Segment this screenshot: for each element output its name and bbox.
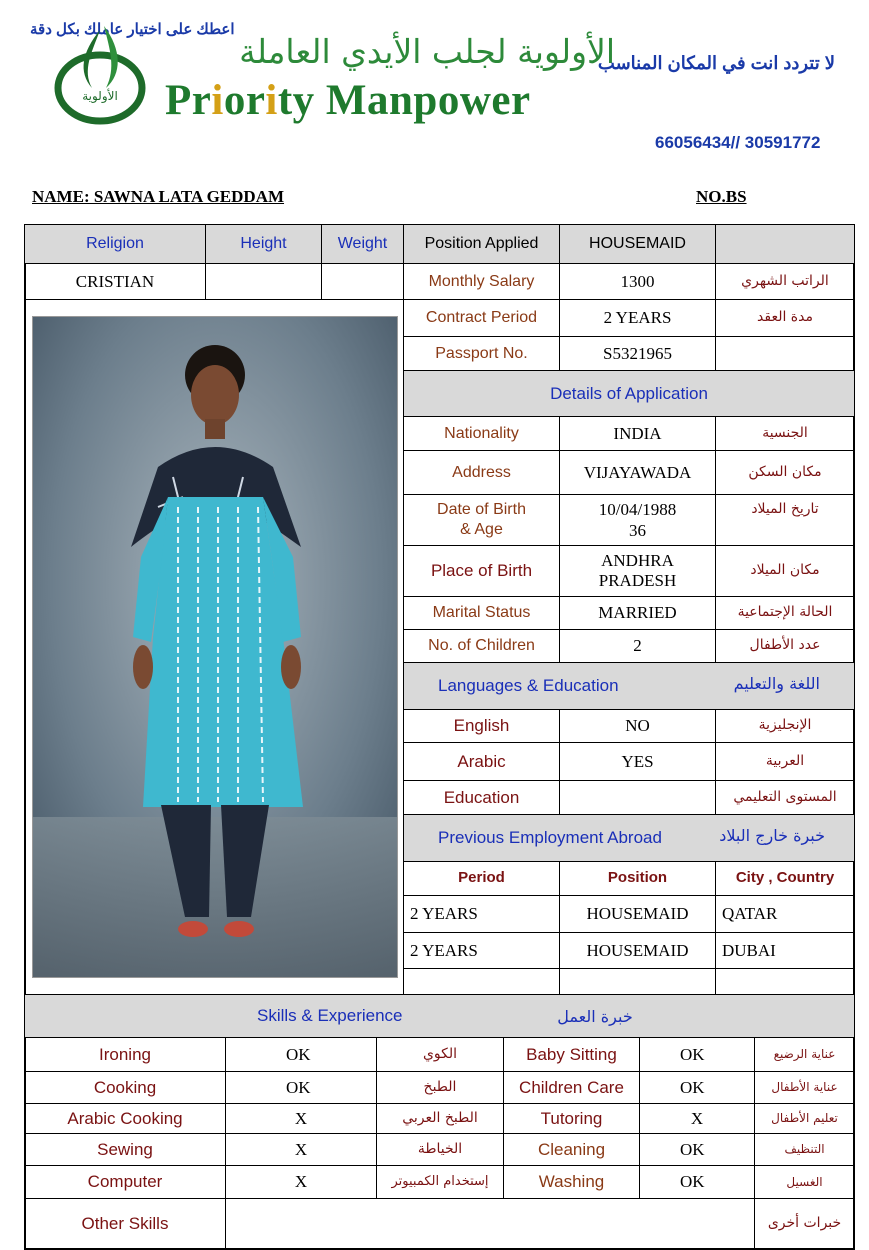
education-value xyxy=(559,780,716,815)
english-label: English xyxy=(403,709,560,743)
skill-label: Tutoring xyxy=(503,1103,640,1134)
skill-ar: إستخدام الكمبيوتر xyxy=(376,1165,504,1199)
position-applied-ar xyxy=(715,224,855,264)
employment-section-title: Previous Employment Abroad xyxy=(403,814,855,862)
dob-label: Date of Birth & Age xyxy=(403,494,560,546)
skill-label: Sewing xyxy=(24,1133,226,1166)
employment-city xyxy=(715,968,855,995)
skill-value: OK xyxy=(639,1133,755,1166)
employment-period: 2 YEARS xyxy=(403,895,560,933)
employment-city: QATAR xyxy=(715,895,855,933)
period-column-header: Period xyxy=(403,861,560,896)
skill-value: OK xyxy=(639,1037,755,1072)
skill-label: Arabic Cooking xyxy=(24,1103,226,1134)
other-skills-label: Other Skills xyxy=(24,1198,226,1250)
religion-value: CRISTIAN xyxy=(24,263,206,300)
arabic-label: Arabic xyxy=(403,742,560,781)
height-value xyxy=(205,263,322,300)
employment-position: HOUSEMAID xyxy=(559,932,716,969)
children-label: No. of Children xyxy=(403,629,560,663)
position-applied-value: HOUSEMAID xyxy=(559,224,716,264)
employment-section-title-ar: خبرة خارج البلاد xyxy=(719,826,825,845)
pob-label: Place of Birth xyxy=(403,545,560,597)
skill-value: OK xyxy=(225,1071,377,1104)
salary-ar: الراتب الشهري xyxy=(715,263,855,300)
phone-numbers: 66056434// 30591772 xyxy=(655,133,821,152)
employment-period: 2 YEARS xyxy=(403,932,560,969)
skill-ar: الخياطة xyxy=(376,1133,504,1166)
dob-value: 10/04/1988 36 xyxy=(559,494,716,546)
contract-ar: مدة العقد xyxy=(715,299,855,337)
marital-ar: الحالة الإجتماعية xyxy=(715,596,855,630)
skills-section-title: Skills & Experience xyxy=(24,994,855,1038)
contract-value: 2 YEARS xyxy=(559,299,716,337)
other-skills-ar: خبرات أخرى xyxy=(754,1198,855,1250)
languages-section-title-ar: اللغة والتعليم xyxy=(733,674,820,693)
employment-period xyxy=(403,968,560,995)
passport-ar xyxy=(715,336,855,371)
city-country-column-header: City , Country xyxy=(715,861,855,896)
passport-value: S5321965 xyxy=(559,336,716,371)
other-skills-value xyxy=(225,1198,755,1250)
skill-value: X xyxy=(225,1133,377,1166)
skill-value: X xyxy=(639,1103,755,1134)
children-ar: عدد الأطفال xyxy=(715,629,855,663)
religion-header: Religion xyxy=(24,224,206,264)
contract-label: Contract Period xyxy=(403,299,560,337)
company-english-name: Priority Manpower xyxy=(165,77,531,124)
address-value: VIJAYAWADA xyxy=(559,450,716,495)
pob-ar: مكان الميلاد xyxy=(715,545,855,597)
height-header: Height xyxy=(205,224,322,264)
passport-label: Passport No. xyxy=(403,336,560,371)
skill-ar: التنظيف xyxy=(754,1133,855,1166)
skill-value: OK xyxy=(639,1165,755,1199)
photo-illustration xyxy=(33,317,398,978)
dob-ar: تاريخ الميلاد xyxy=(715,494,855,546)
employment-position: HOUSEMAID xyxy=(559,895,716,933)
address-label: Address xyxy=(403,450,560,495)
skill-ar: الكوي xyxy=(376,1037,504,1072)
company-arabic-name: الأولوية لجلب الأيدي العاملة xyxy=(239,32,615,71)
english-value: NO xyxy=(559,709,716,743)
address-ar: مكان السكن xyxy=(715,450,855,495)
skill-label: Cooking xyxy=(24,1071,226,1104)
company-logo-icon xyxy=(52,22,152,126)
weight-value xyxy=(321,263,404,300)
languages-section-title: Languages & Education xyxy=(403,662,855,710)
logo-text: الأولوية xyxy=(82,89,118,103)
skill-ar: عناية الرضيع xyxy=(754,1037,855,1072)
employment-city: DUBAI xyxy=(715,932,855,969)
marital-value: MARRIED xyxy=(559,596,716,630)
skill-ar: الطبخ العربي xyxy=(376,1103,504,1134)
salary-value: 1300 xyxy=(559,263,716,300)
salary-label: Monthly Salary xyxy=(403,263,560,300)
employment-position xyxy=(559,968,716,995)
skill-label: Cleaning xyxy=(503,1133,640,1166)
arabic-value: YES xyxy=(559,742,716,781)
arabic-ar: العربية xyxy=(715,742,855,781)
candidate-number: NO.BS xyxy=(696,187,747,206)
skill-ar: الغسيل xyxy=(754,1165,855,1199)
skill-value: OK xyxy=(639,1071,755,1104)
children-value: 2 xyxy=(559,629,716,663)
skill-ar: الطبخ xyxy=(376,1071,504,1104)
position-applied-label: Position Applied xyxy=(403,224,560,264)
skill-label: Ironing xyxy=(24,1037,226,1072)
skill-ar: تعليم الأطفال xyxy=(754,1103,855,1134)
skill-label: Computer xyxy=(24,1165,226,1199)
marital-label: Marital Status xyxy=(403,596,560,630)
skills-section-title-ar: خبرة العمل xyxy=(557,1007,633,1026)
english-ar: الإنجليزية xyxy=(715,709,855,743)
skill-label: Baby Sitting xyxy=(503,1037,640,1072)
candidate-name: NAME: SAWNA LATA GEDDAM xyxy=(32,187,285,206)
nationality-ar: الجنسية xyxy=(715,416,855,451)
pob-value: ANDHRA PRADESH xyxy=(559,545,716,597)
details-section-title: Details of Application xyxy=(403,370,855,417)
skill-value: X xyxy=(225,1103,377,1134)
skill-value: X xyxy=(225,1165,377,1199)
education-ar: المستوى التعليمي xyxy=(715,780,855,815)
letterhead xyxy=(0,0,869,180)
weight-header: Weight xyxy=(321,224,404,264)
nationality-label: Nationality xyxy=(403,416,560,451)
skill-value: OK xyxy=(225,1037,377,1072)
skill-label: Washing xyxy=(503,1165,640,1199)
right-slogan: لا تتردد انت في المكان المناسب xyxy=(597,53,835,73)
position-column-header: Position xyxy=(559,861,716,896)
skill-ar: عناية الأطفال xyxy=(754,1071,855,1104)
candidate-photo xyxy=(32,316,398,978)
education-label: Education xyxy=(403,780,560,815)
top-slogan: اعطك على اختيار عاملك بكل دقة xyxy=(30,21,235,38)
nationality-value: INDIA xyxy=(559,416,716,451)
skill-label: Children Care xyxy=(503,1071,640,1104)
